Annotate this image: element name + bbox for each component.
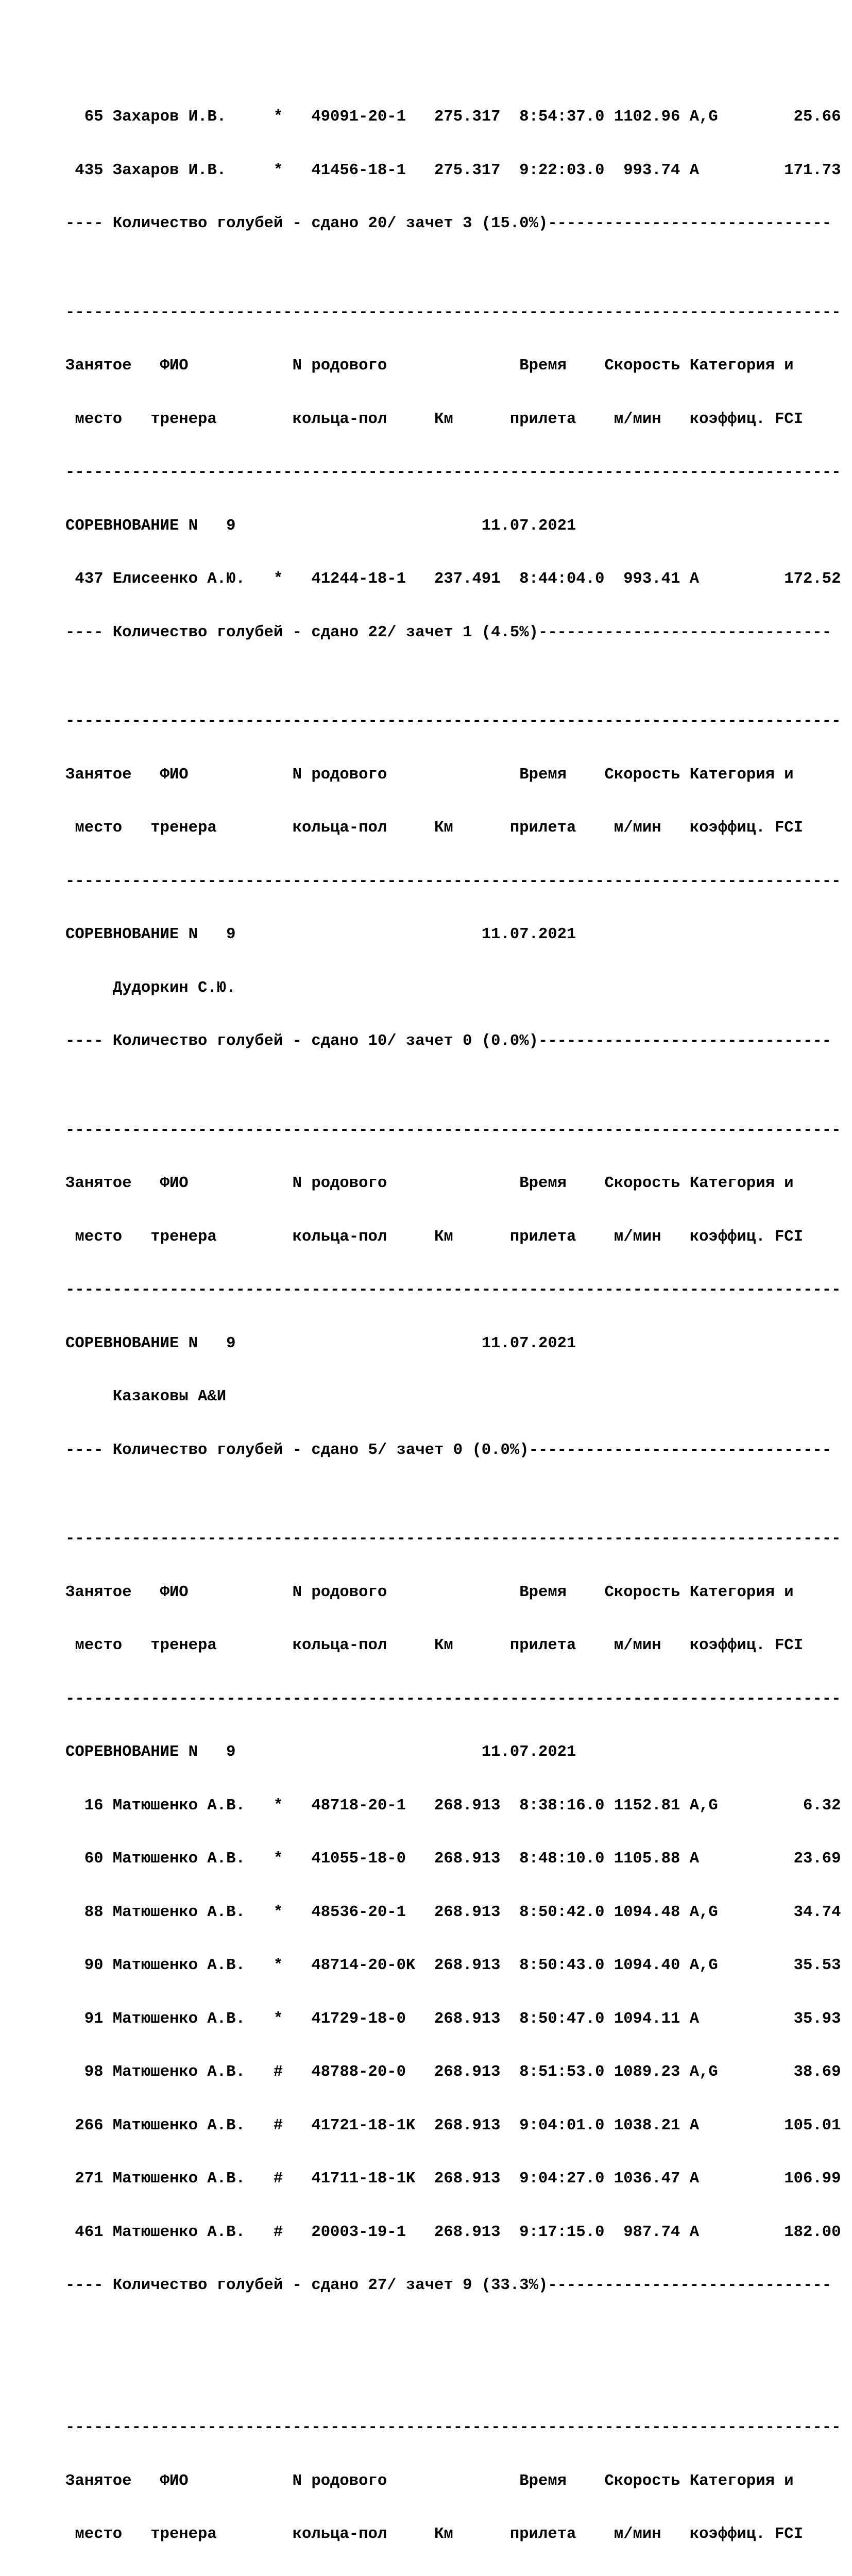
column-header-row2: место тренера кольца-пол Км прилета м/мин коэффиц. FCI — [65, 410, 804, 428]
result-row: 88 Матюшенко А.В. * 48536-20-1 268.913 8:50:42.0 1094.48 A,G 34.74 — [65, 1903, 841, 1921]
separator-line: ---------------------------------------------------------------------------------- — [65, 1530, 841, 1548]
result-row: 60 Матюшенко А.В. * 41055-18-0 268.913 8:48:10.0 1105.88 A 23.69 — [65, 1850, 841, 1868]
summary-line: ---- Количество голубей - сдано 27/ зачет 9 (33.3%)------------------------------ — [65, 2277, 832, 2294]
result-row: 98 Матюшенко А.В. # 48788-20-0 268.913 8:51:53.0 1089.23 A,G 38.69 — [65, 2063, 841, 2081]
separator-line: ---------------------------------------------------------------------------------- — [65, 1281, 841, 1299]
result-row: 461 Матюшенко А.В. # 20003-19-1 268.913 9:17:15.0 987.74 A 182.00 — [65, 2223, 841, 2241]
fancier-name-row: Казаковы А&И — [65, 1388, 227, 1405]
summary-line: ---- Количество голубей - сдано 5/ зачет 0 (0.0%)-------------------------------- — [65, 1441, 832, 1459]
result-row: 91 Матюшенко А.В. * 41729-18-0 268.913 8:50:47.0 1094.11 A 35.93 — [65, 2010, 841, 2028]
separator-line: ---------------------------------------------------------------------------------- — [65, 872, 841, 890]
summary-line: ---- Количество голубей - сдано 22/ зачет 1 (4.5%)------------------------------- — [65, 623, 832, 641]
column-header-row1: Занятое ФИО N родового Время Скорость Категория и — [65, 1583, 794, 1601]
competition-line: СОРЕВНОВАНИЕ N 9 11.07.2021 — [65, 1334, 576, 1352]
separator-line: ---------------------------------------------------------------------------------- — [65, 1690, 841, 1708]
competition-line: СОРЕВНОВАНИЕ N 9 11.07.2021 — [65, 517, 576, 535]
competition-line: СОРЕВНОВАНИЕ N 9 11.07.2021 — [65, 926, 576, 943]
separator-line: ---------------------------------------------------------------------------------- — [65, 713, 841, 730]
result-row: 437 Елисеенко А.Ю. * 41244-18-1 237.491 8:44:04.0 993.41 A 172.52 — [65, 570, 841, 588]
result-row: 65 Захаров И.В. * 49091-20-1 275.317 8:54:37.0 1102.96 A,G 25.66 — [65, 108, 841, 126]
result-row: 266 Матюшенко А.В. # 41721-18-1K 268.913 9:04:01.0 1038.21 A 105.01 — [65, 2116, 841, 2134]
column-header-row1: Занятое ФИО N родового Время Скорость Категория и — [65, 766, 794, 784]
race-results-report — [65, 37, 841, 2576]
summary-line: ---- Количество голубей - сдано 20/ зачет 3 (15.0%)------------------------------ — [65, 215, 832, 232]
fancier-name-row: Дудоркин С.Ю. — [65, 979, 236, 997]
competition-line: СОРЕВНОВАНИЕ N 9 11.07.2021 — [65, 1743, 576, 1761]
result-row: 16 Матюшенко А.В. * 48718-20-1 268.913 8:38:16.0 1152.81 A,G 6.32 — [65, 1797, 841, 1815]
separator-line: ---------------------------------------------------------------------------------- — [65, 464, 841, 481]
column-header-row2: место тренера кольца-пол Км прилета м/мин коэффиц. FCI — [65, 819, 804, 837]
column-header-row2: место тренера кольца-пол Км прилета м/мин коэффиц. FCI — [65, 2526, 804, 2543]
result-row: 271 Матюшенко А.В. # 41711-18-1K 268.913 9:04:27.0 1036.47 A 106.99 — [65, 2170, 841, 2188]
result-row: 90 Матюшенко А.В. * 48714-20-0K 268.913 8:50:43.0 1094.40 A,G 35.53 — [65, 1957, 841, 1974]
separator-line: ---------------------------------------------------------------------------------- — [65, 303, 841, 321]
column-header-row1: Занятое ФИО N родового Время Скорость Категория и — [65, 1175, 794, 1192]
column-header-row2: место тренера кольца-пол Км прилета м/мин коэффиц. FCI — [65, 1228, 804, 1246]
blank-line — [65, 2366, 838, 2384]
column-header-row1: Занятое ФИО N родового Время Скорость Категория и — [65, 357, 794, 375]
column-header-row2: место тренера кольца-пол Км прилета м/мин коэффиц. FCI — [65, 1637, 804, 1654]
separator-line: ---------------------------------------------------------------------------------- — [65, 2419, 841, 2436]
separator-line: ---------------------------------------------------------------------------------- — [65, 1121, 841, 1139]
summary-line: ---- Количество голубей - сдано 10/ зачет 0 (0.0%)------------------------------- — [65, 1032, 832, 1050]
column-header-row1: Занятое ФИО N родового Время Скорость Категория и — [65, 2472, 794, 2490]
result-row: 435 Захаров И.В. * 41456-18-1 275.317 9:22:03.0 993.74 A 171.73 — [65, 161, 841, 179]
